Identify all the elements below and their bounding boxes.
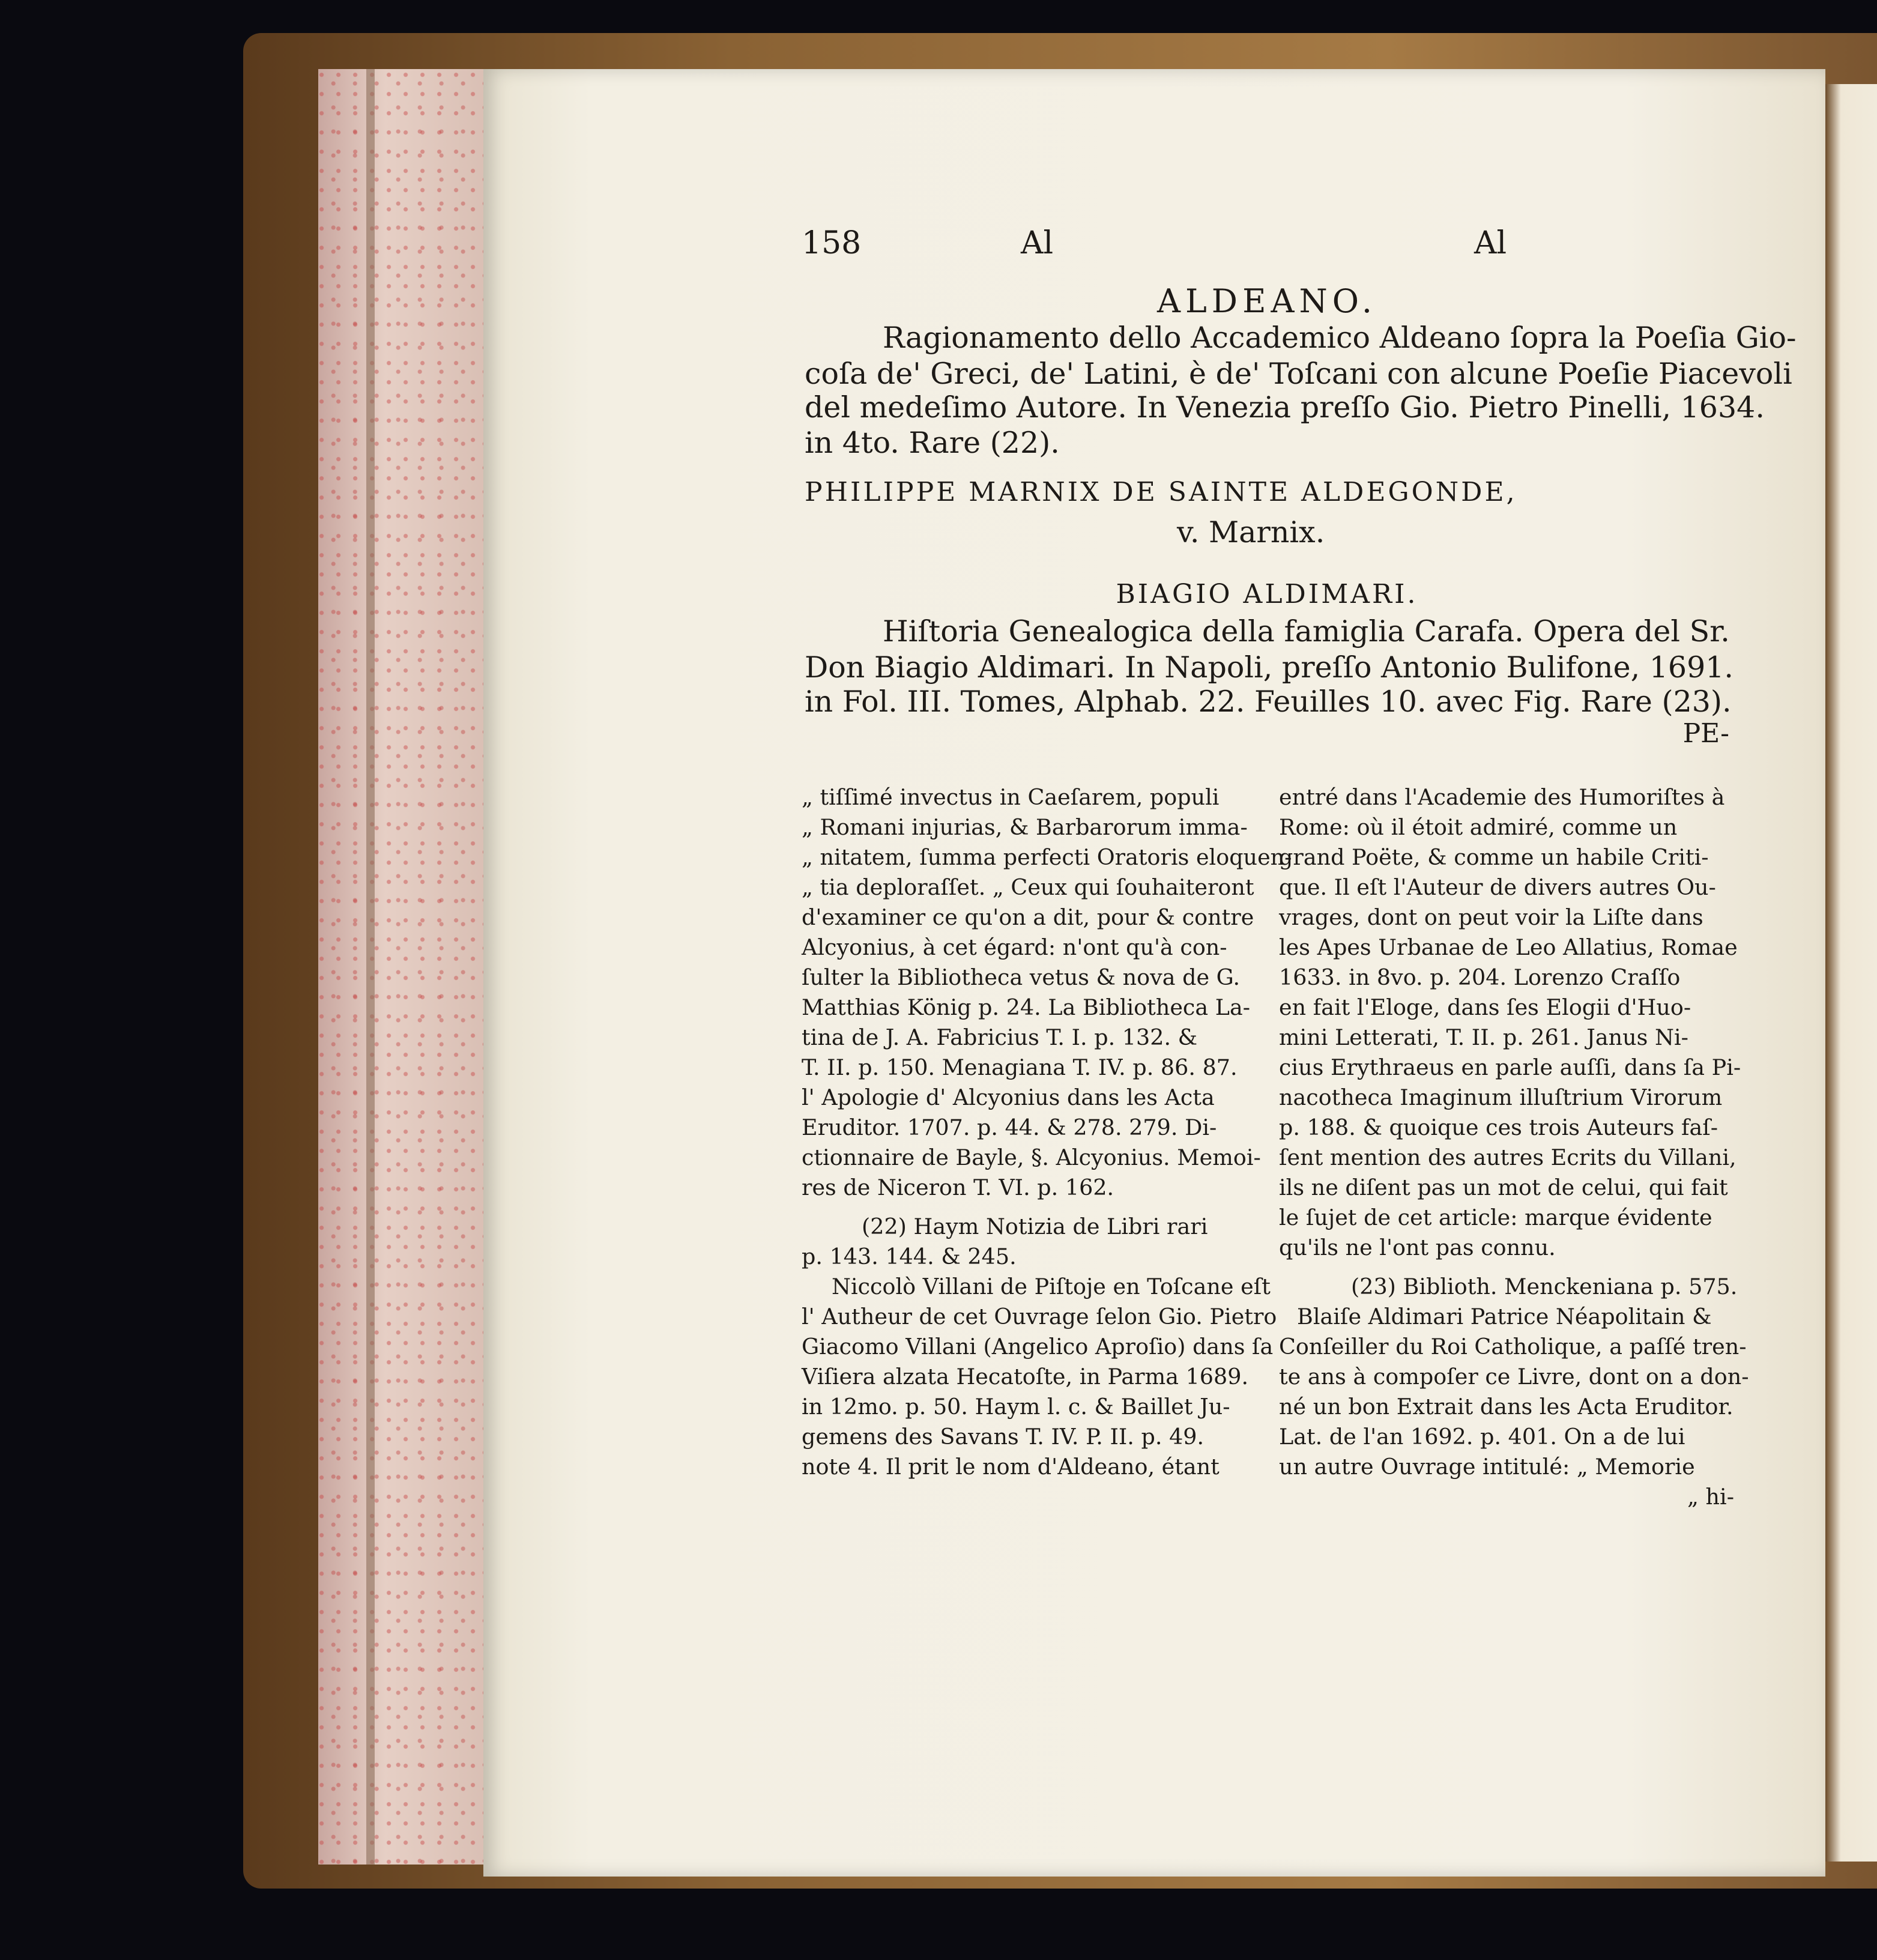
note-line: 1633. in 8vo. p. 204. Lorenzo Craſſo bbox=[1279, 964, 1681, 990]
entry-line: Don Biagio Aldimari. In Napoli, preſſo Antonio Bulifone, 1691. bbox=[805, 650, 1733, 685]
note-line: Alcyonius, à cet égard: n'ont qu'à con- bbox=[802, 934, 1227, 960]
note-line: Lat. de l'an 1692. p. 401. On a de lui bbox=[1279, 1424, 1685, 1450]
note-line: note 4. Il prit le nom d'Aldeano, étant bbox=[802, 1454, 1220, 1480]
cross-reference: v. Marnix. bbox=[1177, 515, 1325, 549]
note-line: „ hi- bbox=[1687, 1484, 1735, 1510]
note-line: vrages, dont on peut voir la Liſte dans bbox=[1279, 904, 1703, 930]
entry-line: in 4to. Rare (22). bbox=[805, 426, 1060, 460]
note-line: l' Apologie d' Alcyonius dans les Acta bbox=[802, 1084, 1215, 1110]
note-line: le ſujet de cet article: marque évidente bbox=[1279, 1205, 1712, 1230]
entry-heading-aldimari: BIAGIO ALDIMARI. bbox=[1116, 579, 1418, 609]
note-line: l' Autheur de cet Ouvrage ſelon Gio. Pietro bbox=[802, 1304, 1277, 1329]
note-line: ſulter la Bibliotheca vetus & nova de G. bbox=[802, 964, 1241, 990]
note-line: tina de J. A. Fabricius T. I. p. 132. & bbox=[802, 1024, 1198, 1050]
note-line: „ tiſſimé invectus in Caeſarem, populi bbox=[802, 784, 1220, 810]
note-line: (23) Biblioth. Menckeniana p. 575. bbox=[1351, 1274, 1738, 1299]
note-line: grand Poëte, & comme un habile Criti- bbox=[1279, 844, 1709, 870]
note-line: Rome: où il étoit admiré, comme un bbox=[1279, 814, 1678, 840]
note-line: un autre Ouvrage intitulé: „ Memorie bbox=[1279, 1454, 1695, 1480]
note-line: d'examiner ce qu'on a dit, pour & contre bbox=[802, 904, 1254, 930]
entry-heading-aldeano: ALDEANO. bbox=[1156, 282, 1377, 320]
note-line: ctionnaire de Bayle, §. Alcyonius. Memoi- bbox=[802, 1145, 1261, 1170]
note-line: T. II. p. 150. Menagiana T. IV. p. 86. 87. bbox=[802, 1054, 1238, 1080]
entry-line: coſa de' Greci, de' Latini, è de' Toſcani con alcune Poeſie Piacevoli bbox=[805, 357, 1792, 391]
note-line: (22) Haym Notizia de Libri rari bbox=[862, 1214, 1208, 1239]
note-line: en fait l'Eloge, dans ſes Elogii d'Huo- bbox=[1279, 994, 1691, 1020]
note-line: mini Letterati, T. II. p. 261. Janus Ni- bbox=[1279, 1024, 1688, 1050]
note-line: Blaiſe Aldimari Patrice Néapolitain & bbox=[1297, 1304, 1712, 1329]
note-line: p. 143. 144. & 245. bbox=[802, 1244, 1017, 1269]
note-line: Conſeiller du Roi Catholique, a paſſé tren- bbox=[1279, 1334, 1747, 1360]
note-line: qu'ils ne l'ont pas connu. bbox=[1279, 1235, 1556, 1260]
page-number: 158 bbox=[802, 225, 862, 261]
note-line: Eruditor. 1707. p. 44. & 278. 279. Di- bbox=[802, 1115, 1217, 1140]
note-line: p. 188. & quoique ces trois Auteurs faſ- bbox=[1279, 1115, 1718, 1140]
running-head-left: Al bbox=[1021, 225, 1054, 261]
note-line: Viſiera alzata Hecatoſte, in Parma 1689. bbox=[802, 1364, 1249, 1390]
note-line: que. Il eſt l'Auteur de divers autres Ou- bbox=[1279, 874, 1716, 900]
page-edges bbox=[318, 69, 488, 1865]
page-edge-shadow bbox=[366, 69, 375, 1865]
note-line: Giacomo Villani (Angelico Aproſio) dans ſa bbox=[802, 1334, 1274, 1360]
catchword: PE- bbox=[1682, 718, 1729, 749]
facing-page bbox=[1825, 84, 1877, 1862]
note-line: res de Niceron T. VI. p. 162. bbox=[802, 1175, 1114, 1200]
entry-line: Hiſtoria Genealogica della famiglia Carafa. Opera del Sr. bbox=[883, 614, 1730, 649]
note-line: né un bon Extrait dans les Acta Eruditor. bbox=[1279, 1394, 1733, 1420]
note-line: entré dans l'Academie des Humoriſtes à bbox=[1279, 784, 1725, 810]
note-line: in 12mo. p. 50. Haym l. c. & Baillet Ju- bbox=[802, 1394, 1230, 1420]
note-line: „ nitatem, ſumma perfecti Oratoris eloquen- bbox=[802, 844, 1292, 870]
note-line: ils ne diſent pas un mot de celui, qui fait bbox=[1279, 1175, 1728, 1200]
note-line: „ Romani injurias, & Barbarorum imma- bbox=[802, 814, 1248, 840]
note-line: Matthias König p. 24. La Bibliotheca La- bbox=[802, 994, 1251, 1020]
note-line: ſent mention des autres Ecrits du Villani, bbox=[1279, 1145, 1736, 1170]
note-line: „ tia deploraſſet. „ Ceux qui ſouhaiteront bbox=[802, 874, 1254, 900]
running-head-right: Al bbox=[1474, 225, 1507, 261]
entry-heading-marnix: PHILIPPE MARNIX DE SAINTE ALDEGONDE, bbox=[805, 477, 1517, 507]
note-line: les Apes Urbanae de Leo Allatius, Romae bbox=[1279, 934, 1738, 960]
note-line: nacotheca Imaginum illuſtrium Virorum bbox=[1279, 1084, 1723, 1110]
entry-line: in Fol. III. Tomes, Alphab. 22. Feuilles 10. avec Fig. Rare (23). bbox=[805, 685, 1732, 719]
entry-line: Ragionamento dello Accademico Aldeano ſopra la Poeſia Gio- bbox=[883, 321, 1797, 355]
note-line: gemens des Savans T. IV. P. II. p. 49. bbox=[802, 1424, 1204, 1450]
note-line: cius Erythraeus en parle auſſi, dans ſa Pi- bbox=[1279, 1054, 1741, 1080]
note-line: te ans à compoſer ce Livre, dont on a don- bbox=[1279, 1364, 1749, 1390]
note-line: Niccolò Villani de Piſtoje en Toſcane eſt bbox=[832, 1274, 1271, 1299]
entry-line: del medeſimo Autore. In Venezia preſſo Gio. Pietro Pinelli, 1634. bbox=[805, 390, 1765, 425]
